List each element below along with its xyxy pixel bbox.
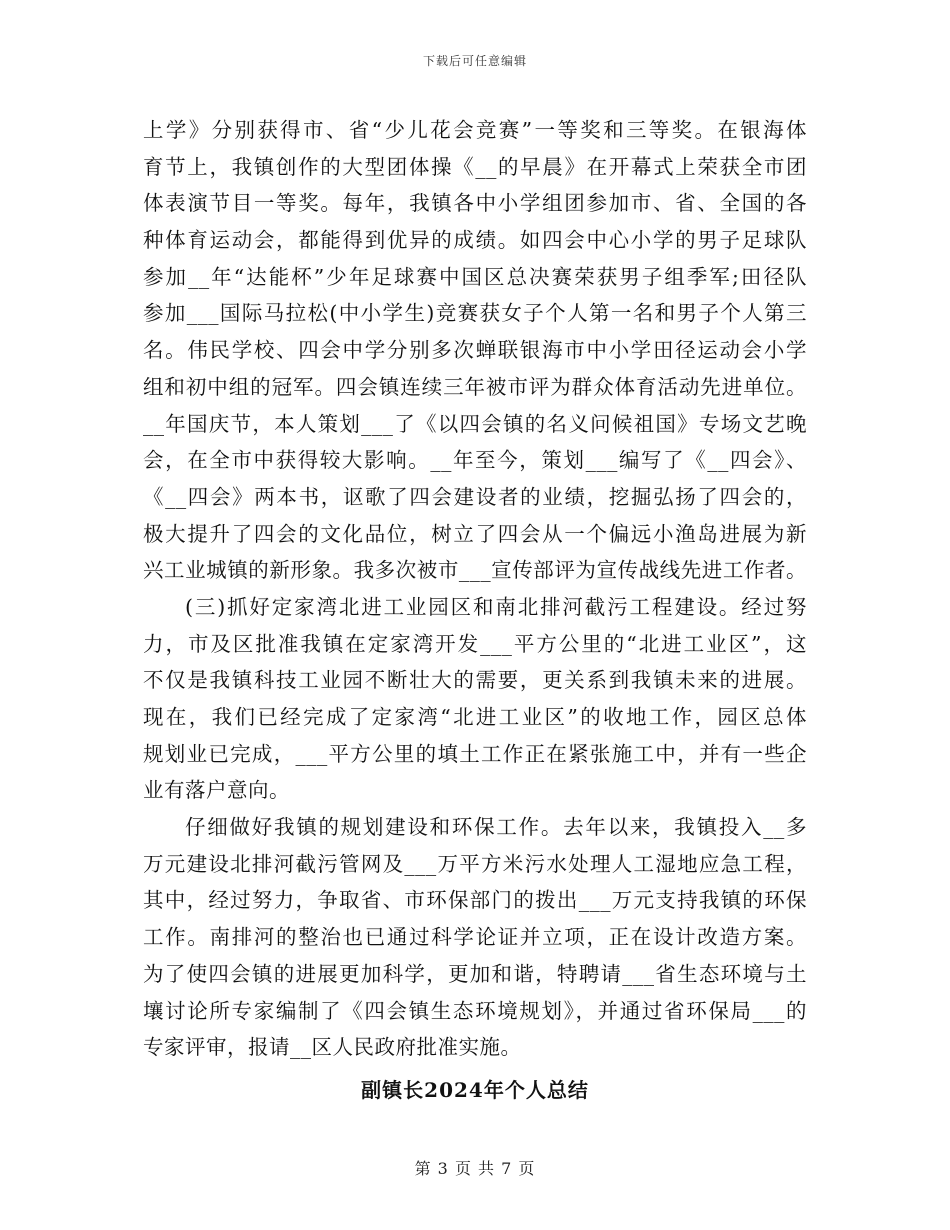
text-line: 其中，经过努力，争取省、市环保部门的拨出___万元支持我镇的环保 (143, 888, 807, 913)
text-line: __年国庆节，本人策划___了《以四会镇的名义问候祖国》专场文艺晚 (143, 411, 807, 436)
document-title: 副镇长2024年个人总结 (361, 1078, 589, 1102)
text-line: 不仅是我镇科技工业园不断壮大的需要，更关系到我镇未来的进展。 (143, 668, 807, 693)
text-line: 现在，我们已经完成了定家湾“北进工业区”的收地工作，园区总体 (143, 705, 807, 729)
header-note: 下载后可任意编辑 (422, 54, 527, 68)
paragraph-start-line: (三)抓好定家湾北进工业园区和南北排河截污工程建设。经过努 (185, 594, 807, 619)
text-line: 参加__年“达能杯”少年足球赛中国区总决赛荣获男子组季军;田径队 (143, 264, 807, 289)
text-line: 会，在全市中获得较大影响。__年至今，策划___编写了《__四会》、 (143, 448, 807, 473)
text-line: 壤讨论所专家编制了《四会镇生态环境规划》，并通过省环保局___的 (143, 998, 807, 1023)
text-line: 上学》分别获得市、省“少儿花会竞赛”一等奖和三等奖。在银海体 (143, 118, 807, 142)
paragraph-start-line: 仔细做好我镇的规划建设和环保工作。去年以来，我镇投入__多 (185, 815, 807, 840)
paragraph-end-line: 专家评审，报请__区人民政府批准实施。 (143, 1035, 522, 1060)
text-line: 名。伟民学校、四会中学分别多次蝉联银海市中小学田径运动会小学 (143, 338, 807, 363)
document-body (143, 112, 807, 1066)
text-line: 万元建设北排河截污管网及___万平方米污水处理人工湿地应急工程， (143, 851, 807, 876)
page-number: 第 3 页 共 7 页 (414, 1159, 536, 1178)
text-line: 力，市及区批准我镇在定家湾开发___平方公里的“北进工业区”，这 (143, 631, 807, 656)
text-line: 极大提升了四会的文化品位，树立了四会从一个偏远小渔岛进展为新 (143, 521, 807, 546)
paragraph-end-line: 业有落户意向。 (143, 778, 290, 803)
text-line: 《__四会》两本书，讴歌了四会建设者的业绩，挖掘弘扬了四会的， (143, 484, 807, 509)
text-line: 组和初中组的冠军。四会镇连续三年被市评为群众体育活动先进单位。 (143, 374, 807, 399)
text-line: 规划业已完成，___平方公里的填土工作正在紧张施工中，并有一些企 (143, 741, 807, 766)
text-line: 兴工业城镇的新形象。我多次被市___宣传部评为宣传战线先进工作者。 (143, 558, 807, 583)
text-line: 为了使四会镇的进展更加科学，更加和谐，特聘请___省生态环境与土 (143, 961, 807, 986)
text-line: 育节上，我镇创作的大型团体操《__的早晨》在开幕式上荣获全市团 (143, 154, 807, 179)
text-line: 工作。南排河的整治也已通过科学论证并立项，正在设计改造方案。 (143, 925, 807, 950)
text-line: 参加___国际马拉松(中小学生)竞赛获女子个人第一名和男子个人第三 (143, 301, 807, 326)
text-line: 体表演节目一等奖。每年，我镇各中小学组团参加市、省、全国的各 (143, 191, 807, 216)
text-line: 种体育运动会，都能得到优异的成绩。如四会中心小学的男子足球队 (143, 228, 807, 253)
